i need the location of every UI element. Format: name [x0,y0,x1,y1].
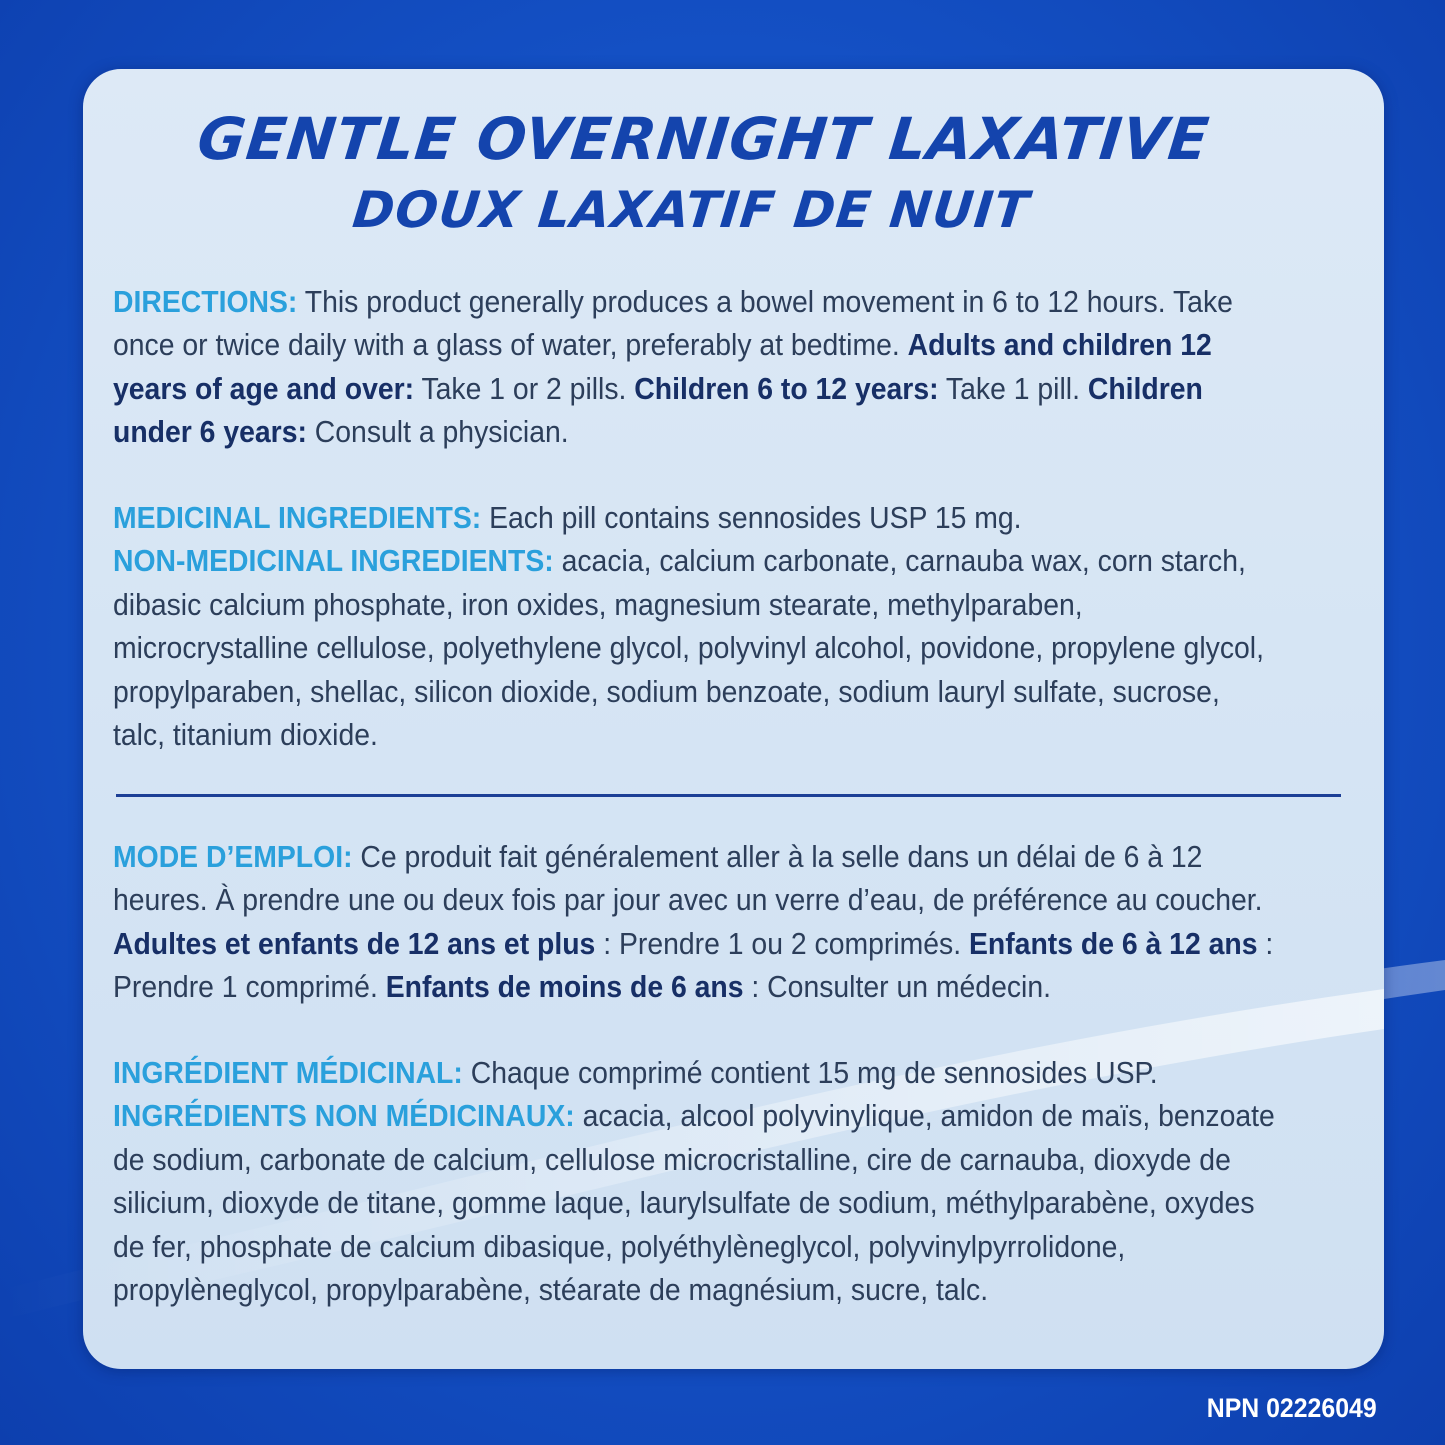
mode-emploi-text-4: : Consulter un médecin. [743,970,1051,1005]
section-divider [116,794,1341,797]
directions-section [113,281,1276,455]
medicinal-ingredients-label: MEDICINAL INGREDIENTS: [113,501,482,535]
directions-text-2: Take 1 or 2 pills. [414,371,635,406]
ingredients-section [113,497,1276,757]
mode-emploi-section [113,836,1276,1010]
medicinal-ingredients-text: Each pill contains sennosides USP 15 mg. [481,501,1022,535]
directions-label: DIRECTIONS: [113,285,298,319]
mode-emploi-label: MODE D’EMPLOI: [113,840,353,874]
directions-under6: Children under 6 years: [113,371,1203,450]
npn-number: NPN 02226049 [1207,1393,1377,1423]
mode-emploi-text-3: : Prendre 1 comprimé. [113,926,1274,1005]
directions-text-3: Take 1 pill. [938,371,1088,406]
ingredients-fr-section [113,1052,1276,1312]
directions-adults: Adults and children 12 years of age and over: [113,328,1212,406]
directions-children: Children 6 to 12 years: [634,371,939,406]
mode-emploi-under6: Enfants de moins de 6 ans [385,970,744,1005]
non-medicinal-ingredients-label: NON-MEDICINAL INGREDIENTS: [113,544,554,579]
ingredient-medicinal-text: Chaque comprimé contient 15 mg de sennosides USP. [462,1056,1158,1090]
mode-emploi-text-1: Ce produit fait généralement aller à la selle dans un délai de 6 à 12 heures. À prendre une ou deux fois par jour avec un verre d’eau, de préférence au coucher. [113,840,1263,918]
mode-emploi-children: Enfants de 6 à 12 ans [968,926,1258,961]
title-french: DOUX LAXATIF DE NUIT [349,181,1033,239]
mode-emploi-adults: Adultes et enfants de 12 ans et plus [113,926,596,961]
directions-text-1: This product generally produces a bowel movement in 6 to 12 hours. Take once or twice daily with a glass of water, preferably at bedtime. [113,285,1233,363]
ingredient-medicinal-label: INGRÉDIENT MÉDICINAL: [113,1056,463,1090]
mode-emploi-text-2: : Prendre 1 ou 2 comprimés. [595,926,969,961]
non-medicinal-ingredients-text: acacia, calcium carbonate, carnauba wax, corn starch, dibasic calcium phosphate, iron oxides, magnesium stearate, methylparaben, microcrystalline cellulose, polyethylene glycol, polyvinyl alcohol, povidone, propylene glycol, propylparaben, shellac, silicon dioxide, sodium benzoate, sodium lauryl sulfate, sucrose, talc, titanium dioxide. [113,544,1264,753]
ingredients-non-medicinaux-text: acacia, alcool polyvinylique, amidon de maïs, benzoate de sodium, carbonate de calcium, cellulose microcristalline, cire de carnauba, dioxyde de silicium, dioxyde de titane, gomme laque, laurylsulfate de sodium, méthylparabène, oxydes de fer, phosphate de calcium dibasique, polyéthylèneglycol, polyvinylpyrrolidone, propylèneglycol, propylparabène, stéarate de magnésium, sucre, talc. [113,1099,1275,1308]
label-panel [83,69,1384,1369]
directions-text-4: Consult a physician. [306,415,569,450]
ingredients-non-medicinaux-label: INGRÉDIENTS NON MÉDICINAUX: [113,1099,575,1134]
title-english: GENTLE OVERNIGHT LAXATIVE [194,105,1213,173]
